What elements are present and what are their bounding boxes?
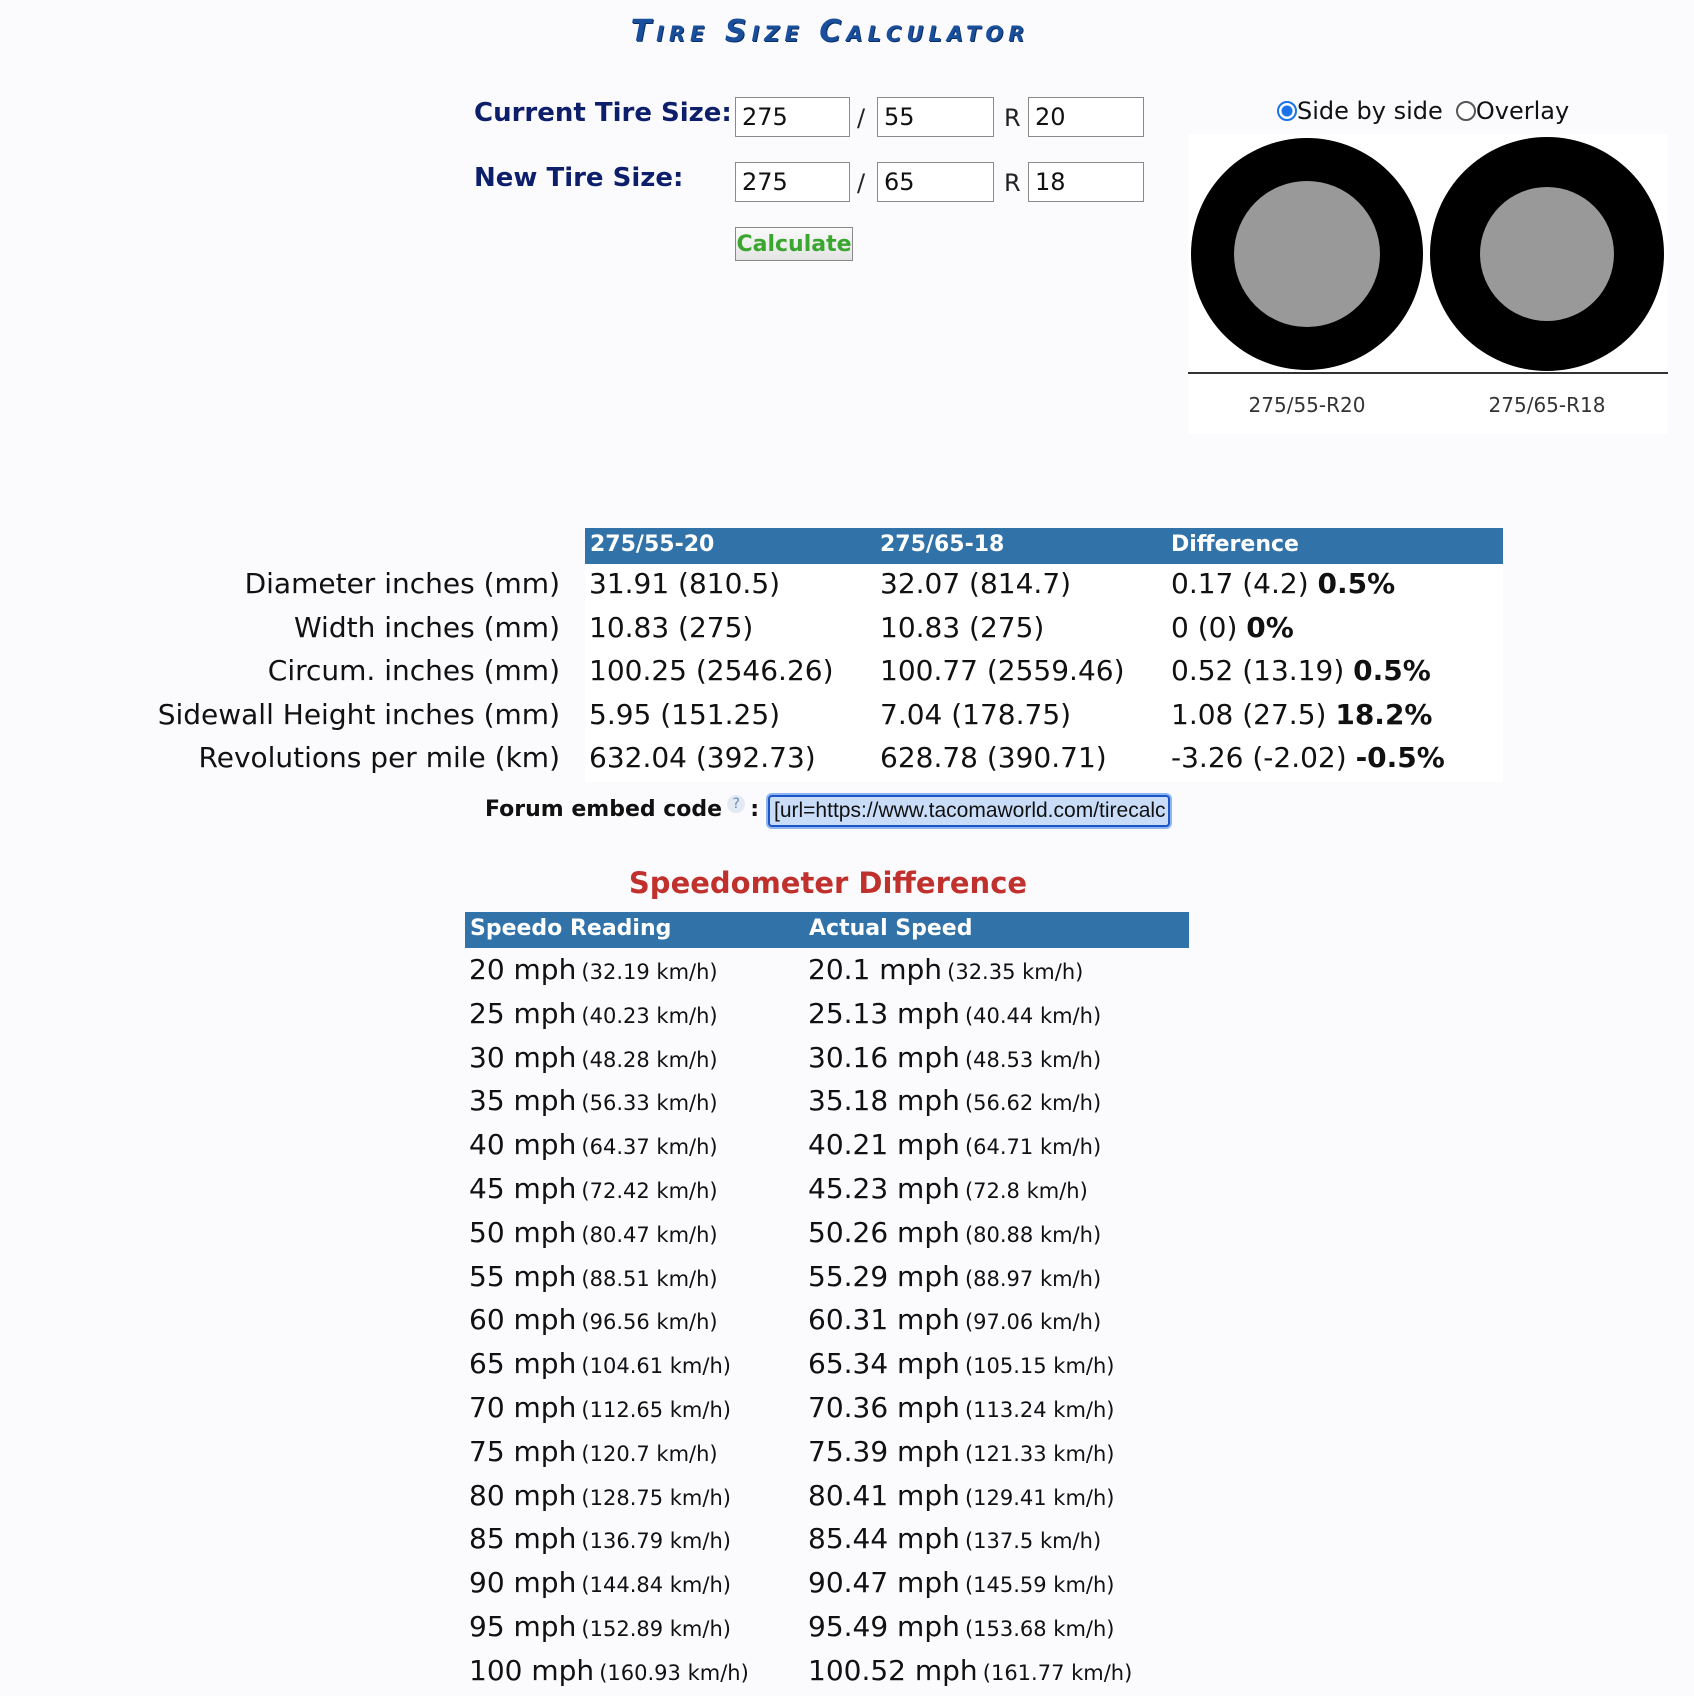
actual-speed-mph: 70.36 mph [808,1391,960,1424]
actual-speed-kmh: (97.06 km/h) [964,1310,1102,1335]
current-tire-size-label: 275/55-R20 [1248,393,1366,417]
actual-speed-kmh: (153.68 km/h) [964,1617,1115,1641]
difference-amount: 0.52 (13.19) [1171,654,1345,688]
actual-speed [808,953,1083,986]
page-title: Tire Size Calculator [630,14,1030,49]
actual-speed-mph: 60.31 mph [808,1303,960,1337]
speedo-reading-kmh: (160.93 km/h) [599,1660,749,1685]
row-label: Circum. inches (mm) [267,654,560,688]
speedo-reading-mph: 40 mph [469,1128,577,1162]
actual-speed-mph: 85.44 mph [808,1522,960,1556]
current-value: 100.25 (2546.26) [589,654,834,688]
current-rim-icon [1234,181,1380,327]
difference-value [1171,611,1294,644]
speedo-reading-kmh: (80.47 km/h) [581,1222,718,1247]
actual-speed-mph: 95.49 mph [808,1610,960,1643]
actual-speed-kmh: (121.33 km/h) [964,1441,1115,1466]
speedo-header [465,912,1189,948]
forum-embed-label: Forum embed code [485,797,723,822]
new-r-label: R [1004,169,1021,197]
speedo-reading [469,1435,718,1468]
actual-speed [808,1347,1115,1380]
actual-speed-mph: 90.47 mph [808,1566,960,1600]
speedo-reading-mph: 60 mph [469,1303,577,1337]
actual-speed-mph: 65.34 mph [808,1347,960,1381]
speedo-reading-kmh: (144.84 km/h) [581,1573,731,1598]
speedo-reading-mph: 70 mph [469,1391,577,1424]
speedo-reading [469,1260,718,1293]
speedo-reading [469,1479,731,1512]
forum-embed-colon: : [750,797,760,822]
actual-speed-mph: 100.52 mph [808,1653,978,1687]
actual-speed-kmh: (56.62 km/h) [964,1091,1102,1116]
speedo-reading [469,1522,731,1555]
actual-speed-mph: 40.21 mph [808,1128,960,1162]
new-value: 7.04 (178.75) [880,697,1072,731]
row-label: Revolutions per mile (km) [198,741,560,775]
new-slash: / [857,169,866,197]
forum-embed-label-group [485,795,759,822]
actual-speed-mph: 35.18 mph [808,1084,960,1118]
row-label: Diameter inches (mm) [244,567,560,600]
actual-speed-mph: 50.26 mph [808,1215,960,1249]
new-tire-size-label: 275/65-R18 [1488,393,1606,417]
actual-speed [808,1479,1115,1512]
speedo-reading [469,1303,718,1336]
comparison-header [585,528,1503,564]
actual-speed-kmh: (105.15 km/h) [964,1354,1115,1379]
speedo-reading-kmh: (136.79 km/h) [581,1529,731,1554]
current-value: 632.04 (392.73) [589,741,816,775]
current-rim-input[interactable] [1028,97,1144,137]
actual-speed [808,1610,1115,1643]
speedo-reading [469,1041,718,1074]
difference-value [1171,698,1432,731]
difference-value [1171,741,1445,774]
overlay-radio[interactable] [1456,101,1476,121]
speedo-reading [469,1347,731,1380]
new-ratio-input[interactable] [877,162,994,202]
actual-speed-kmh: (88.97 km/h) [964,1266,1102,1291]
speedo-reading-kmh: (32.19 km/h) [581,960,718,984]
actual-speed-kmh: (48.53 km/h) [964,1047,1102,1072]
new-width-input[interactable] [735,162,850,202]
speedo-reading [469,1654,749,1687]
speedo-reading [469,1610,731,1643]
actual-speed-mph: 20.1 mph [808,953,943,986]
speedo-reading-kmh: (152.89 km/h) [581,1617,731,1641]
calculate-button[interactable]: Calculate [735,227,853,261]
view-toggle [1277,97,1569,125]
comparison-header-difference: Difference [1171,532,1299,557]
new-value: 628.78 (390.71) [880,741,1107,775]
actual-speed-kmh: (80.88 km/h) [964,1222,1102,1247]
actual-speed [808,1260,1101,1293]
speedo-reading-mph: 100 mph [469,1653,595,1687]
speedo-reading-mph: 30 mph [469,1040,577,1074]
current-value: 31.91 (810.5) [589,567,781,600]
speedo-reading [469,1566,731,1599]
difference-value [1171,654,1431,687]
speedo-reading-mph: 65 mph [469,1347,577,1381]
actual-speed [808,1435,1115,1468]
new-value: 32.07 (814.7) [880,567,1072,600]
new-rim-icon [1480,187,1614,321]
actual-speed [808,1216,1101,1249]
actual-speed [808,1128,1101,1161]
actual-speed-kmh: (32.35 km/h) [947,960,1084,984]
new-tire-label: New Tire Size: [474,163,684,193]
new-rim-input[interactable] [1028,162,1144,202]
speedo-reading-kmh: (40.23 km/h) [581,1003,718,1028]
speedo-reading-kmh: (64.37 km/h) [581,1135,718,1160]
speedo-reading-mph: 80 mph [469,1478,577,1512]
actual-speed-kmh: (113.24 km/h) [964,1398,1115,1422]
actual-speed-mph: 45.23 mph [808,1172,960,1205]
current-tire-label: Current Tire Size: [474,98,732,128]
difference-value [1171,567,1395,600]
speedo-reading-mph: 35 mph [469,1084,577,1118]
actual-speed-kmh: (64.71 km/h) [964,1135,1102,1160]
actual-speed-mph: 80.41 mph [808,1478,960,1512]
row-label: Sidewall Height inches (mm) [157,697,560,731]
speedo-reading-kmh: (104.61 km/h) [581,1354,731,1379]
actual-speed-mph: 55.29 mph [808,1259,960,1293]
difference-amount: 1.08 (27.5) [1171,697,1327,731]
speedo-reading [469,1084,718,1117]
comparison-header-new: 275/65-18 [880,532,1005,557]
difference-percent: 0.5% [1353,654,1431,688]
speedo-reading-kmh: (128.75 km/h) [581,1485,731,1510]
tire-diagram [1188,134,1668,434]
forum-embed-code-field[interactable]: [url=https://www.tacomaworld.com/tirecalc [768,795,1170,827]
actual-speed-mph: 75.39 mph [808,1434,960,1468]
actual-speed [808,1391,1115,1424]
actual-speed [808,1084,1101,1117]
comparison-header-current: 275/55-20 [590,532,715,557]
difference-percent: 18.2% [1335,697,1433,731]
speedo-reading-kmh: (48.28 km/h) [581,1047,718,1072]
actual-speed [808,997,1101,1030]
actual-speed [808,1172,1088,1205]
row-label: Width inches (mm) [293,610,560,644]
current-value: 5.95 (151.25) [589,697,781,731]
actual-speed-kmh: (72.8 km/h) [964,1179,1088,1203]
current-ratio-input[interactable] [877,97,994,137]
current-slash: / [857,104,866,132]
speedo-reading-kmh: (88.51 km/h) [581,1266,718,1291]
speedo-header-reading: Speedo Reading [470,916,672,941]
actual-speed-mph: 25.13 mph [808,996,960,1030]
speedo-reading [469,953,718,986]
speedo-reading [469,1128,718,1161]
speedo-reading-kmh: (120.7 km/h) [581,1441,718,1466]
speedo-reading-mph: 45 mph [469,1172,577,1205]
speedo-reading-kmh: (96.56 km/h) [581,1310,718,1335]
actual-speed-kmh: (40.44 km/h) [964,1003,1102,1028]
actual-speed [808,1303,1101,1336]
speedo-reading-mph: 95 mph [469,1610,577,1643]
actual-speed-kmh: (137.5 km/h) [964,1529,1102,1554]
speedometer-title: Speedometer Difference [628,866,1028,900]
speedo-reading [469,1391,731,1424]
speedo-reading [469,1216,718,1249]
actual-speed-kmh: (161.77 km/h) [982,1660,1133,1685]
speedo-header-actual: Actual Speed [809,916,973,941]
speedo-reading-kmh: (72.42 km/h) [581,1179,718,1203]
difference-amount: 0.17 (4.2) [1171,567,1309,600]
speedo-reading-kmh: (56.33 km/h) [581,1091,718,1116]
speedo-reading-kmh: (112.65 km/h) [581,1398,731,1422]
actual-speed-kmh: (129.41 km/h) [964,1485,1115,1510]
current-r-label: R [1004,104,1021,132]
new-value: 10.83 (275) [880,610,1045,644]
speedo-reading [469,997,718,1030]
speedo-reading-mph: 90 mph [469,1566,577,1600]
current-width-input[interactable] [735,97,850,137]
current-value: 10.83 (275) [589,610,754,644]
difference-percent: 0% [1246,610,1294,644]
actual-speed [808,1566,1115,1599]
speedo-reading-mph: 20 mph [469,953,577,986]
speedo-reading-mph: 50 mph [469,1215,577,1249]
speedo-reading-mph: 75 mph [469,1434,577,1468]
actual-speed-kmh: (145.59 km/h) [964,1573,1115,1598]
speedo-reading-mph: 25 mph [469,996,577,1030]
difference-amount: -3.26 (-2.02) [1171,741,1347,775]
actual-speed [808,1654,1132,1687]
difference-amount: 0 (0) [1171,610,1238,644]
actual-speed-mph: 30.16 mph [808,1040,960,1074]
help-icon[interactable]: ? [727,795,745,813]
speedo-reading-mph: 55 mph [469,1259,577,1293]
speedo-reading [469,1172,718,1205]
difference-percent: -0.5% [1355,741,1445,775]
actual-speed [808,1041,1101,1074]
side-by-side-radio[interactable] [1277,101,1297,121]
overlay-label[interactable]: Overlay [1475,97,1570,125]
side-by-side-label[interactable]: Side by side [1297,97,1443,125]
actual-speed [808,1522,1101,1555]
speedo-reading-mph: 85 mph [469,1522,577,1556]
new-value: 100.77 (2559.46) [880,654,1125,688]
difference-percent: 0.5% [1317,567,1396,600]
